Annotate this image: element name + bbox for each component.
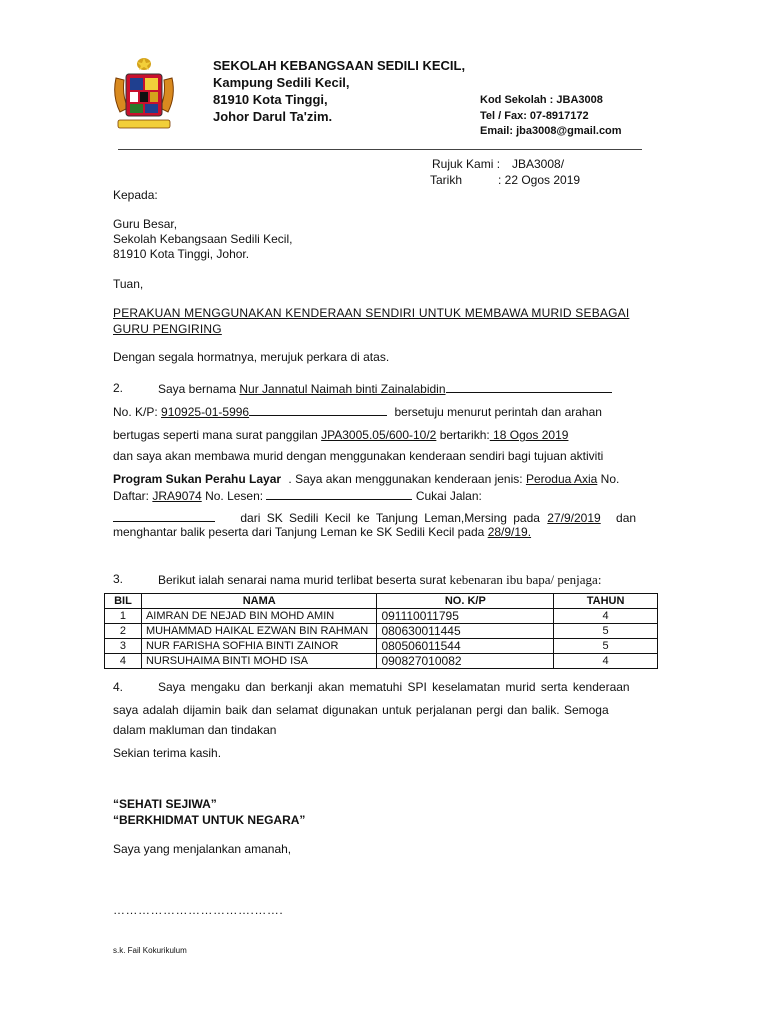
row-kp: 080630011445 bbox=[377, 624, 554, 639]
para-2-line-2 bbox=[113, 404, 602, 419]
recipient-line-2: Sekolah Kebangsaan Sedili Kecil, bbox=[113, 232, 293, 246]
dated-value: 18 Ogos 2019 bbox=[489, 428, 569, 442]
agree-text: bersetuju menurut perintah dan arahan bbox=[394, 405, 602, 419]
row-nama: NUR FARISHA SOFHIA BINTI ZAINOR bbox=[141, 639, 377, 654]
name-prefix: Saya bernama bbox=[158, 382, 237, 396]
row-tahun: 5 bbox=[554, 639, 658, 654]
name-fill-line bbox=[446, 381, 612, 393]
date-label: Tarikh bbox=[430, 173, 463, 187]
ref-value: JBA3008/ bbox=[512, 157, 565, 171]
row-nama: MUHAMMAD HAIKAL EZWAN BIN RAHMAN bbox=[141, 624, 377, 639]
para-4-line-3: dalam makluman dan tindakan bbox=[113, 723, 277, 737]
signature-line: …………………………….……. bbox=[113, 903, 284, 917]
para-4-line-1: Saya mengaku dan berkanji akan mematuhi SPI keselamatan murid serta kenderaan bbox=[158, 680, 630, 694]
and-text: dan bbox=[616, 511, 637, 525]
row-tahun: 5 bbox=[554, 624, 658, 639]
trust-line: Saya yang menjalankan amanah, bbox=[113, 842, 292, 856]
duty-text: bertugas seperti mana surat panggilan bbox=[113, 428, 318, 442]
kp-fill-line bbox=[249, 404, 387, 416]
vehicle-type: Perodua Axia bbox=[525, 472, 598, 486]
header-nama: NAMA bbox=[141, 594, 377, 609]
return-date: 28/9/19. bbox=[487, 525, 532, 539]
row-bil: 4 bbox=[105, 654, 142, 669]
para-2-line-8 bbox=[113, 525, 531, 539]
motto-1: “SEHATI SEJIWA” bbox=[113, 797, 217, 811]
para-2-number: 2. bbox=[113, 381, 124, 395]
para-2-line-4: dan saya akan membawa murid dengan menggunakan kenderaan sendiri bagi tujuan aktiviti bbox=[113, 449, 604, 463]
date-value: : 22 Ogos 2019 bbox=[498, 173, 581, 187]
table-row bbox=[105, 654, 658, 669]
para-2-line-5 bbox=[113, 472, 619, 486]
school-name: SEKOLAH KEBANGSAAN SEDILI KECIL, bbox=[213, 58, 466, 73]
return-text: menghantar balik peserta dari Tanjung Leman ke SK Sedili Kecil pada bbox=[113, 525, 485, 539]
ref-label: Rujuk Kami : bbox=[432, 157, 501, 171]
route-text: dari SK Sedili Kecil ke Tanjung Leman,Mersing pada bbox=[240, 511, 540, 525]
program-name: Program Sukan Perahu Layar bbox=[113, 472, 282, 486]
road-tax-label: Cukai Jalan: bbox=[415, 489, 482, 503]
kp-value: 910925-01-5996 bbox=[161, 405, 250, 419]
para-4-number: 4. bbox=[113, 680, 124, 694]
school-address-line-3: Johor Darul Ta'zim. bbox=[213, 109, 333, 124]
table-header-row bbox=[105, 594, 658, 609]
row-bil: 3 bbox=[105, 639, 142, 654]
para-3-number: 3. bbox=[113, 572, 124, 586]
letter-ref: JPA3005.05/600-10/2 bbox=[321, 428, 437, 442]
students-table bbox=[104, 593, 658, 669]
row-tahun: 4 bbox=[554, 654, 658, 669]
subject-line-2: GURU PENGIRING bbox=[113, 322, 222, 336]
email: Email: jba3008@gmail.com bbox=[480, 125, 622, 137]
intro-text: Dengan segala hormatnya, merujuk perkara di atas. bbox=[113, 350, 390, 364]
para-3-text-main: Berikut ialah senarai nama murid terlibat beserta surat bbox=[158, 573, 447, 587]
subject-line-1: PERAKUAN MENGGUNAKAN KENDERAAN SENDIRI UNTUK MEMBAWA MURID SEBAGAI bbox=[113, 306, 630, 320]
vehicle-text: . Saya akan menggunakan kenderaan jenis: bbox=[288, 472, 523, 486]
row-bil: 1 bbox=[105, 609, 142, 624]
para-4-line-2: saya adalah dijamin baik dan selamat digunakan untuk perjalanan pergi dan balik. Semoga bbox=[113, 703, 609, 717]
header-bil: BIL bbox=[105, 594, 142, 609]
cc-line: s.k. Fail Kokurikulum bbox=[113, 946, 187, 955]
row-nama: NURSUHAIMA BINTI MOHD ISA bbox=[141, 654, 377, 669]
row-tahun: 4 bbox=[554, 609, 658, 624]
reg-label: Daftar: bbox=[113, 489, 150, 503]
row-nama: AIMRAN DE NEJAD BIN MOHD AMIN bbox=[141, 609, 377, 624]
table-row bbox=[105, 609, 658, 624]
go-date: 27/9/2019 bbox=[547, 511, 601, 525]
malaysia-coat-of-arms-icon bbox=[108, 56, 180, 134]
no-label: No. bbox=[600, 472, 620, 486]
header-divider bbox=[118, 149, 642, 150]
recipient-line-3: 81910 Kota Tinggi, Johor. bbox=[113, 247, 250, 261]
road-tax-fill-line bbox=[113, 510, 215, 522]
para-2-line-6 bbox=[113, 488, 482, 503]
to-label: Kepada: bbox=[113, 188, 158, 202]
school-address-line-1: Kampung Sedili Kecil, bbox=[213, 75, 350, 90]
kp-label: No. K/P: bbox=[113, 405, 158, 419]
para-2-line-1 bbox=[158, 381, 612, 396]
tel-fax: Tel / Fax: 07-8917172 bbox=[480, 110, 589, 122]
dated-label: bertarikh: bbox=[439, 428, 490, 442]
header-tahun: TAHUN bbox=[554, 594, 658, 609]
school-code: Kod Sekolah : JBA3008 bbox=[480, 94, 603, 106]
motto-2: “BERKHIDMAT UNTUK NEGARA” bbox=[113, 813, 306, 827]
table-row bbox=[105, 624, 658, 639]
closing-thanks: Sekian terima kasih. bbox=[113, 746, 222, 760]
license-fill-line bbox=[266, 488, 412, 500]
header-kp: NO. K/P bbox=[377, 594, 554, 609]
reg-value: JRA9074 bbox=[152, 489, 202, 503]
school-address-line-2: 81910 Kota Tinggi, bbox=[213, 92, 328, 107]
row-kp: 080506011544 bbox=[377, 639, 554, 654]
para-2-line-7 bbox=[113, 510, 636, 525]
row-bil: 2 bbox=[105, 624, 142, 639]
para-3-text bbox=[158, 572, 601, 588]
para-3-text-serif: kebenaran ibu bapa/ penjaga: bbox=[449, 572, 602, 587]
para-2-line-3 bbox=[113, 428, 568, 442]
row-kp: 091110011795 bbox=[377, 609, 554, 624]
row-kp: 090827010082 bbox=[377, 654, 554, 669]
teacher-name: Nur Jannatul Naimah binti Zainalabidin bbox=[239, 382, 446, 396]
table-row bbox=[105, 639, 658, 654]
recipient-line-1: Guru Besar, bbox=[113, 217, 178, 231]
license-label: No. Lesen: bbox=[205, 489, 264, 503]
salutation: Tuan, bbox=[113, 277, 144, 291]
